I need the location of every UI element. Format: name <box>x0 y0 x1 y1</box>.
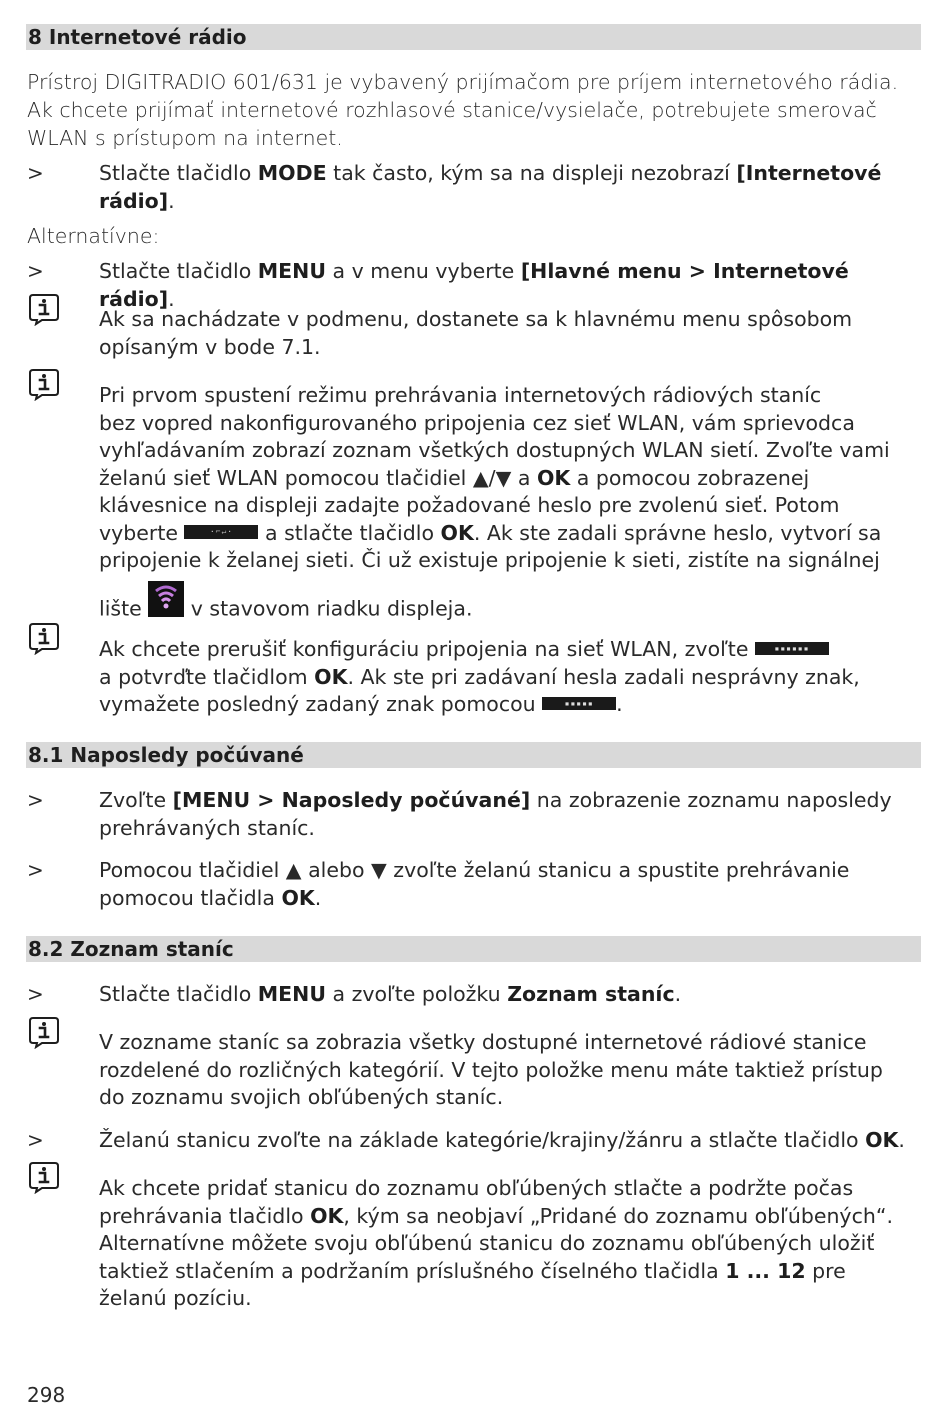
section-heading-8: 8 Internetové rádio <box>26 24 921 50</box>
text: a v menu vyberte <box>326 259 521 283</box>
cancel-key-image: ▪▪▪▪▪▪ <box>755 642 829 655</box>
text: a pomocou zobrazenej <box>570 465 810 490</box>
text: vyhľadávaním zobrazí zoznam všetkých dostupných WLAN sietí. Zvoľte vami <box>99 438 890 462</box>
text: bez vopred nakonfigurovaného pripojenia cez sieť WLAN, vám sprievodca <box>99 410 855 435</box>
text: . <box>616 692 623 716</box>
intro-line-3: WLAN s prístupom na internet. <box>27 126 343 150</box>
step-marker: > <box>27 788 44 812</box>
alternative-label: Alternatívne: <box>27 224 160 248</box>
text: Ak sa nachádzate v podmenu, dostanete sa k hlavnému menu spôsobom <box>99 307 853 331</box>
key-ok: OK <box>281 885 315 910</box>
text: a stlačte tlačidlo <box>258 520 441 545</box>
text: . <box>168 188 175 213</box>
menu-path: [Hlavné menu > Internetové rádio] <box>99 259 849 311</box>
number-keys: 1 ... 12 <box>725 1258 806 1283</box>
text: v stavovom riadku displeja. <box>184 596 473 620</box>
text: Stlačte tlačidlo <box>99 982 258 1006</box>
text: pre <box>805 1258 846 1283</box>
note-cancel <box>99 636 921 719</box>
text: pripojenie k želanej sieti. Či už existuje pripojenie k sieti, zistíte na signálnej <box>99 548 880 572</box>
key-menu: MENU <box>257 259 326 283</box>
note-wlan-setup <box>99 382 921 623</box>
step-marker: > <box>27 982 44 1006</box>
info-icon <box>27 621 61 655</box>
key-mode: MODE <box>257 161 327 185</box>
key-ok: OK <box>440 520 474 545</box>
intro-line-2: Ak chcete prijímať internetové rozhlasové stanice/vysielače, potrebujete smerovač <box>27 98 877 122</box>
text: , kým sa neobjaví „Pridané do zoznamu obľúbených“. <box>343 1203 893 1228</box>
text: Ak chcete prerušiť konfiguráciu pripojenia na sieť WLAN, zvoľte <box>99 637 755 661</box>
intro-line-1: Prístroj DIGITRADIO 601/631 je vybavený prijímačom pre príjem internetového rádia. <box>27 70 899 94</box>
section-heading-8-1: 8.1 Naposledy počúvané <box>26 742 921 768</box>
text: a zvoľte položku <box>326 982 508 1006</box>
text: . <box>674 982 682 1006</box>
backspace-key-image: ▪▪▪▪▪ <box>542 697 616 710</box>
text: vyberte <box>99 520 185 545</box>
step-mode <box>99 160 921 215</box>
step-station-list <box>99 981 921 1009</box>
note-submenu <box>99 306 921 361</box>
step-marker: > <box>27 858 44 882</box>
menu-label: rádio] <box>99 188 169 213</box>
text: klávesnice na displeji zadajte požadované heslo pre zvolenú sieť. Potom <box>99 493 840 517</box>
text: na zobrazenie zoznamu naposledy <box>530 788 892 812</box>
text: lište <box>99 596 149 620</box>
text: Stlačte tlačidlo <box>99 161 258 185</box>
info-icon <box>27 367 61 401</box>
step-marker: > <box>27 259 44 283</box>
menu-path: [MENU > Naposledy počúvané] <box>172 788 531 812</box>
text: a potvrďte tlačidlom <box>99 664 315 689</box>
menu-label: [Internetové <box>736 161 882 185</box>
text: želanú sieť WLAN pomocou tlačidiel ▲/▼ a <box>99 465 537 490</box>
text: . Ak ste pri zadávaní hesla zadali nesprávny znak, <box>347 664 860 689</box>
text: taktiež stlačením a podržaním príslušného číselného tlačidla <box>99 1258 726 1283</box>
section-heading-8-2: 8.2 Zoznam staníc <box>26 936 921 962</box>
text: Pri prvom spustení režimu prehrávania internetových rádiových staníc <box>99 383 822 407</box>
menu-item: Zoznam staníc <box>507 982 675 1006</box>
text: V zozname staníc sa zobrazia všetky dostupné internetové rádiové stanice <box>99 1030 867 1054</box>
step-menu <box>99 258 921 313</box>
step-marker: > <box>27 161 44 185</box>
text: . <box>898 1128 905 1152</box>
note-station-list <box>99 1029 921 1112</box>
step-select-station <box>99 857 921 912</box>
text: Stlačte tlačidlo <box>99 259 258 283</box>
key-ok: OK <box>865 1128 899 1152</box>
text: Zvoľte <box>99 788 173 812</box>
text: želanú pozíciu. <box>99 1286 252 1310</box>
text: prehrávaných staníc. <box>99 815 315 840</box>
text: Pomocou tlačidiel ▲ alebo ▼ zvoľte želanú stanicu a spustite prehrávanie <box>99 858 850 882</box>
key-ok: OK <box>536 465 571 490</box>
text: vymažete posledný zadaný znak pomocou <box>99 692 543 716</box>
text: do zoznamu svojich obľúbených staníc. <box>99 1085 504 1109</box>
text: Alternatívne môžete svoju obľúbenú stanicu do zoznamu obľúbených uložiť <box>99 1231 875 1255</box>
wifi-signal-icon <box>148 581 184 617</box>
text: prehrávania tlačidlo <box>99 1203 311 1228</box>
key-menu: MENU <box>257 982 326 1006</box>
text: tak často, kým sa na displeji nezobrazí <box>326 161 737 185</box>
text: opísaným v bode 7.1. <box>99 334 321 359</box>
text: pomocou tlačidla <box>99 885 282 910</box>
text: . <box>168 286 175 311</box>
note-favourites <box>99 1175 921 1313</box>
step-last-listened <box>99 787 921 842</box>
info-icon <box>27 1015 61 1049</box>
confirm-key-image: ·⌐↵· <box>184 525 258 539</box>
text: Želanú stanicu zvoľte na základe kategórie/krajiny/žánru a stlačte tlačidlo <box>99 1128 866 1152</box>
key-ok: OK <box>310 1203 344 1228</box>
info-icon <box>27 292 61 326</box>
step-choose-category <box>99 1127 921 1155</box>
text: Ak chcete pridať stanicu do zoznamu obľúbených stlačte a podržte počas <box>99 1176 854 1200</box>
key-ok: OK <box>314 664 348 689</box>
page-number: 298 <box>27 1383 66 1407</box>
info-icon <box>27 1160 61 1194</box>
text: rozdelené do rozličných kategórií. V tejto položke menu máte taktiež prístup <box>99 1057 883 1082</box>
text: . <box>314 885 322 910</box>
step-marker: > <box>27 1128 44 1152</box>
text: . Ak ste zadali správne heslo, vytvorí sa <box>473 520 882 545</box>
